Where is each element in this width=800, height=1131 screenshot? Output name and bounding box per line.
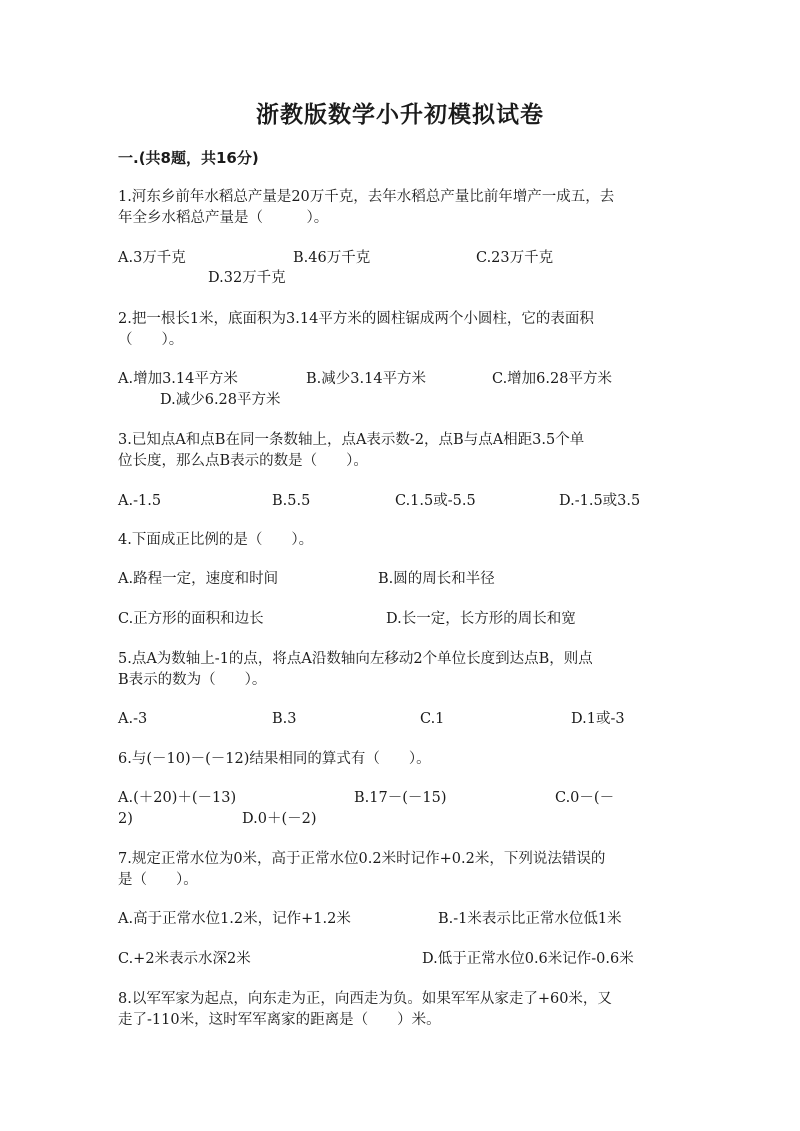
question-7-option-a: A.高于正常水位1.2米，记作+1.2米 <box>118 911 351 927</box>
question-2-option-b: B.减少3.14平方米 <box>306 371 427 387</box>
question-7-line-1: 7.规定正常水位为0米，高于正常水位0.2米时记作+0.2米，下列说法错误的 <box>118 851 606 867</box>
question-3-line-2: 位长度，那么点B表示的数是（ ）。 <box>118 453 368 469</box>
question-6-line-1: 6.与(－10)－(－12)结果相同的算式有（ ）。 <box>118 751 431 767</box>
question-7-option-c: C.+2米表示水深2米 <box>118 951 251 967</box>
question-5-option-d: D.1或-3 <box>571 711 625 727</box>
question-5-line-2: B表示的数为（ ）。 <box>118 672 267 688</box>
question-5-option-c: C.1 <box>420 711 445 727</box>
question-3-option-c: C.1.5或-5.5 <box>395 493 476 509</box>
question-6-option-c: C.0－(－ <box>555 790 615 806</box>
question-2-line-1: 2.把一根长1米，底面积为3.14平方米的圆柱锯成两个小圆柱，它的表面积 <box>118 311 594 327</box>
section-heading: 一.(共8题，共16分) <box>118 149 259 167</box>
question-4-option-b: B.圆的周长和半径 <box>378 571 495 587</box>
question-1-line-2: 年全乡水稻总产量是（ ）。 <box>118 210 329 226</box>
question-3-option-b: B.5.5 <box>272 493 311 509</box>
question-1-option-d: D.32万千克 <box>208 270 286 286</box>
question-6-option-b: B.17－(－15) <box>354 790 447 806</box>
question-2-option-d: D.减少6.28平方米 <box>160 392 281 408</box>
question-4-option-c: C.正方形的面积和边长 <box>118 611 264 627</box>
question-8-line-2: 走了-110米，这时军军离家的距离是（ ）米。 <box>118 1012 441 1028</box>
question-2-option-a: A.增加3.14平方米 <box>118 371 238 387</box>
page-title: 浙教版数学小升初模拟试卷 <box>256 102 544 128</box>
question-1-line-1: 1.河东乡前年水稻总产量是20万千克，去年水稻总产量比前年增产一成五，去 <box>118 189 615 205</box>
question-7-line-2: 是（ ）。 <box>118 872 198 888</box>
question-3-option-a: A.-1.5 <box>118 493 162 509</box>
question-5-line-1: 5.点A为数轴上-1的点，将点A沿数轴向左移动2个单位长度到达点B，则点 <box>118 651 593 667</box>
question-1-option-b: B.46万千克 <box>293 250 371 266</box>
question-5-option-b: B.3 <box>272 711 297 727</box>
question-3-option-d: D.-1.5或3.5 <box>559 493 641 509</box>
question-1-option-c: C.23万千克 <box>476 250 554 266</box>
question-8-line-1: 8.以军军家为起点，向东走为正，向西走为负。如果军军从家走了+60米，又 <box>118 991 612 1007</box>
question-7-option-d: D.低于正常水位0.6米记作-0.6米 <box>422 951 634 967</box>
question-2-option-c: C.增加6.28平方米 <box>492 371 612 387</box>
question-3-line-1: 3.已知点A和点B在同一条数轴上，点A表示数-2，点B与点A相距3.5个单 <box>118 432 585 448</box>
question-6-option-d: D.0＋(－2) <box>242 811 317 827</box>
question-4-option-a: A.路程一定，速度和时间 <box>118 571 279 587</box>
question-6-option-a: A.(＋20)＋(－13) <box>118 790 237 806</box>
question-5-option-a: A.-3 <box>118 711 148 727</box>
question-6-option-c-continued: 2) <box>118 811 133 827</box>
question-1-option-a: A.3万千克 <box>118 250 186 266</box>
question-2-line-2: （ ）。 <box>118 332 184 348</box>
question-7-option-b: B.-1米表示比正常水位低1米 <box>438 911 622 927</box>
question-4-option-d: D.长一定，长方形的周长和宽 <box>386 611 576 627</box>
question-4-line-1: 4.下面成正比例的是（ ）。 <box>118 532 314 548</box>
